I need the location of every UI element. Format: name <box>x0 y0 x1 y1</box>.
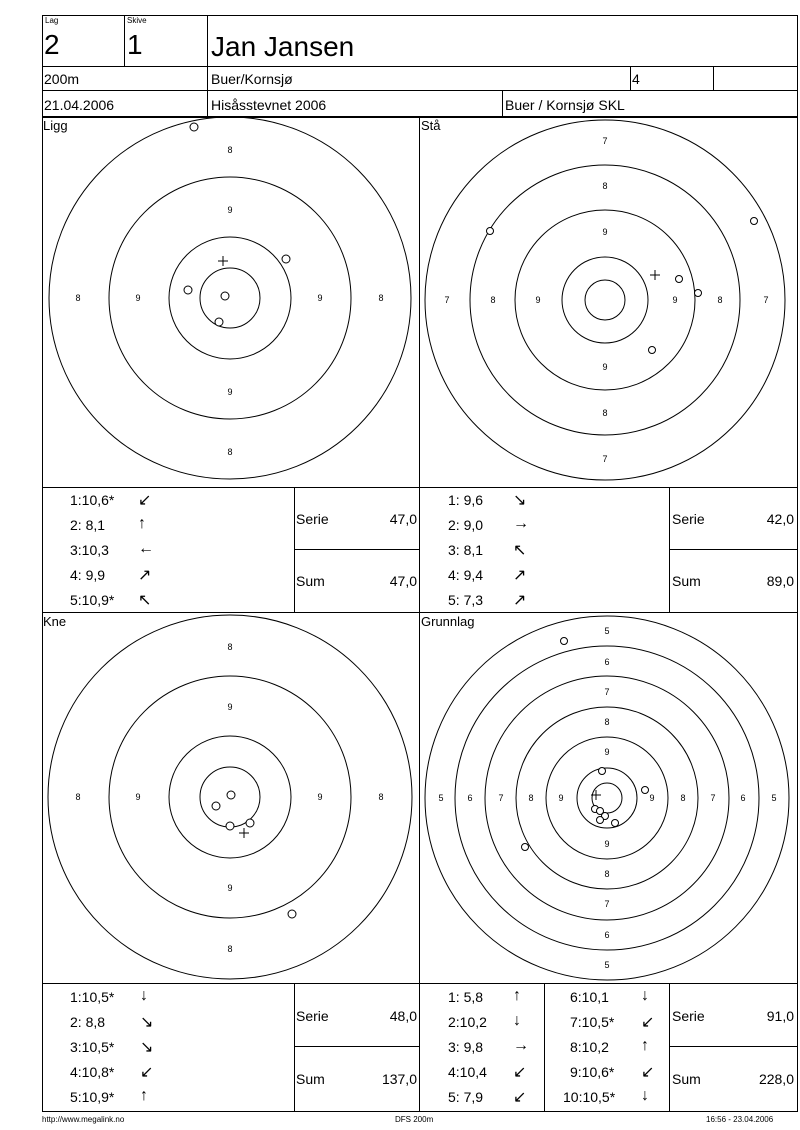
header-divider <box>207 15 208 117</box>
target-sta <box>419 117 798 487</box>
ring-label: 8 <box>604 717 610 727</box>
shot-direction-icon: ↖ <box>138 592 152 609</box>
ring-label: 9 <box>602 227 608 237</box>
footer-program: DFS 200m <box>395 1115 434 1124</box>
shot-score: 10:10,5* <box>563 1089 616 1105</box>
ring-label: 6 <box>604 930 610 940</box>
target-kne <box>42 613 419 983</box>
ring-label: 9 <box>227 702 233 712</box>
ring-label: 5 <box>438 793 444 803</box>
ring-label: 8 <box>680 793 686 803</box>
ring-label: 8 <box>378 792 384 802</box>
ring-label: 8 <box>490 295 496 305</box>
shot-score: 2: 9,0 <box>448 517 484 533</box>
lag-value: 2 <box>44 29 60 60</box>
shot-score: 1:10,5* <box>70 989 115 1005</box>
ring-label: 9 <box>135 293 141 303</box>
mean-point-icon <box>239 828 249 838</box>
ring-label: 7 <box>604 687 610 697</box>
ring-label: 8 <box>227 642 233 652</box>
shot-direction-icon: ↙ <box>513 1089 527 1106</box>
ring-label: 6 <box>467 793 473 803</box>
ring-label: 8 <box>227 145 233 155</box>
ring-label: 6 <box>604 657 610 667</box>
ring-label: 9 <box>558 793 564 803</box>
ring-label: 8 <box>602 408 608 418</box>
shot-hole <box>676 276 683 283</box>
ring-label: 9 <box>672 295 678 305</box>
ring <box>562 257 648 343</box>
shot-direction-icon: ↘ <box>140 1039 154 1056</box>
ring-label: 8 <box>602 181 608 191</box>
ring-label: 9 <box>317 293 323 303</box>
ring-label: 8 <box>717 295 723 305</box>
shot-score: 5: 7,3 <box>448 592 484 608</box>
header-divider <box>502 90 503 117</box>
header-divider <box>630 66 631 90</box>
shot-direction-icon: ↙ <box>641 1064 655 1081</box>
panel-divider <box>42 487 798 488</box>
sum-label: Sum <box>296 1071 325 1087</box>
ring-label: 7 <box>444 295 450 305</box>
shot-score: 8:10,2 <box>570 1039 609 1055</box>
shot-hole <box>227 791 235 799</box>
target-grunnlag <box>419 613 798 983</box>
ring-label: 7 <box>498 793 504 803</box>
ring-label: 9 <box>604 839 610 849</box>
shot-score: 1: 5,8 <box>448 989 484 1005</box>
sum-label: Sum <box>672 573 701 589</box>
sum-label: Sum <box>296 573 325 589</box>
shot-direction-icon: → <box>513 515 529 532</box>
shot-direction-icon: ← <box>138 540 154 557</box>
shot-score: 5:10,9* <box>70 1089 115 1105</box>
shot-score: 2: 8,1 <box>70 517 106 533</box>
ring-label: 8 <box>378 293 384 303</box>
shot-direction-icon: ↓ <box>641 1087 649 1104</box>
shot-direction-icon: ↗ <box>513 567 527 584</box>
score-divider <box>544 983 545 1112</box>
shot-hole <box>215 318 223 326</box>
ring <box>516 707 698 889</box>
shot-direction-icon: → <box>513 1037 529 1054</box>
shot-score: 3: 9,8 <box>448 1039 484 1055</box>
ring-label: 9 <box>602 362 608 372</box>
shot-hole <box>642 787 649 794</box>
shot-direction-icon: ↑ <box>140 1087 148 1104</box>
serie-value: 48,0 <box>389 1008 417 1024</box>
ring <box>485 676 729 920</box>
shot-score: 4:10,8* <box>70 1064 115 1080</box>
target-title-ligg: Ligg <box>43 118 68 133</box>
ring-label: 8 <box>227 447 233 457</box>
ring-label: 9 <box>227 205 233 215</box>
shot-hole <box>599 768 606 775</box>
ring-label: 6 <box>740 793 746 803</box>
panel-divider <box>42 983 798 984</box>
ring-label: 9 <box>227 387 233 397</box>
serie-label: Serie <box>672 511 705 527</box>
ring-label: 9 <box>649 793 655 803</box>
shot-score: 5:10,9* <box>70 592 115 608</box>
shot-direction-icon: ↙ <box>641 1014 655 1031</box>
shot-score: 4: 9,4 <box>448 567 484 583</box>
target-title-kne: Kne <box>43 614 67 629</box>
ring <box>200 268 260 328</box>
ring-label: 8 <box>604 869 610 879</box>
shot-direction-icon: ↓ <box>641 987 649 1004</box>
shot-direction-icon: ↑ <box>138 515 146 532</box>
serie-label: Serie <box>296 511 329 527</box>
mean-point-icon <box>650 270 660 280</box>
footer-website-link[interactable]: http://www.megalink.no <box>42 1115 125 1124</box>
ring <box>585 280 625 320</box>
shot-direction-icon: ↙ <box>513 1064 527 1081</box>
ring-label: 5 <box>771 793 777 803</box>
ring-label: 7 <box>763 295 769 305</box>
skive-value: 1 <box>127 29 143 60</box>
target-title-sta: Stå <box>421 118 441 133</box>
shot-score: 1: 9,6 <box>448 492 484 508</box>
organizer: Buer / Kornsjø SKL <box>505 97 625 113</box>
score-divider <box>294 549 419 550</box>
shot-hole <box>522 844 529 851</box>
shot-hole <box>212 802 220 810</box>
shot-hole <box>487 228 494 235</box>
serie-label: Serie <box>296 1008 329 1024</box>
shot-score: 5: 7,9 <box>448 1089 484 1105</box>
ring-label: 9 <box>135 792 141 802</box>
ring-label: 8 <box>75 293 81 303</box>
score-divider <box>669 983 670 1112</box>
sum-label: Sum <box>672 1071 701 1087</box>
date: 21.04.2006 <box>44 97 115 113</box>
ring-label: 9 <box>535 295 541 305</box>
shooter-name: Jan Jansen <box>211 31 355 62</box>
serie-value: 47,0 <box>389 511 417 527</box>
shot-hole <box>751 218 758 225</box>
shot-hole <box>288 910 296 918</box>
header-divider <box>42 90 798 91</box>
mean-point-icon <box>218 256 228 266</box>
ring-label: 7 <box>710 793 716 803</box>
ring-label: 8 <box>75 792 81 802</box>
shot-direction-icon: ↓ <box>513 1012 521 1029</box>
lag-label: Lag <box>45 16 59 25</box>
shot-score: 1:10,6* <box>70 492 115 508</box>
shot-hole <box>246 819 254 827</box>
ring <box>425 120 785 480</box>
shot-score: 6:10,1 <box>570 989 609 1005</box>
ring-label: 7 <box>602 136 608 146</box>
shot-score: 2: 8,8 <box>70 1014 106 1030</box>
ring <box>470 165 740 435</box>
ring-label: 9 <box>227 883 233 893</box>
ring-label: 5 <box>604 960 610 970</box>
shot-direction-icon: ↙ <box>140 1064 154 1081</box>
shot-hole <box>561 638 568 645</box>
serie-value: 91,0 <box>766 1008 794 1024</box>
shot-hole <box>221 292 229 300</box>
ring-label: 5 <box>604 626 610 636</box>
shot-hole <box>184 286 192 294</box>
score-divider <box>294 983 295 1112</box>
shot-hole <box>226 822 234 830</box>
event-name: Hisåsstevnet 2006 <box>211 97 327 113</box>
shot-hole <box>190 123 198 131</box>
header-divider <box>42 66 798 67</box>
target-title-grunnlag: Grunnlag <box>421 614 475 629</box>
shot-score: 3:10,3 <box>70 542 109 558</box>
ring-label: 7 <box>604 899 610 909</box>
shot-score: 3:10,5* <box>70 1039 115 1055</box>
shot-hole <box>597 817 604 824</box>
shot-score: 4:10,4 <box>448 1064 487 1080</box>
shot-direction-icon: ↘ <box>513 492 527 509</box>
shot-hole <box>649 347 656 354</box>
score-divider <box>294 1046 419 1047</box>
skive-label: Skive <box>127 16 147 25</box>
shot-direction-icon: ↑ <box>641 1037 649 1054</box>
ring <box>169 237 291 359</box>
shot-score: 2:10,2 <box>448 1014 487 1030</box>
shot-direction-icon: ↓ <box>140 987 148 1004</box>
club-number: 4 <box>632 71 640 87</box>
sum-value: 47,0 <box>389 573 417 589</box>
serie-label: Serie <box>672 1008 705 1024</box>
shot-score: 9:10,6* <box>570 1064 615 1080</box>
shot-direction-icon: ↗ <box>138 567 152 584</box>
shot-direction-icon: ↑ <box>513 987 521 1004</box>
shot-hole <box>612 820 619 827</box>
sum-value: 228,0 <box>758 1071 794 1087</box>
ring-label: 8 <box>227 944 233 954</box>
ring <box>49 117 411 479</box>
club: Buer/Kornsjø <box>211 71 293 87</box>
header-divider <box>124 15 125 66</box>
shot-direction-icon: ↖ <box>513 542 527 559</box>
distance: 200m <box>44 71 80 87</box>
header-divider <box>713 66 714 90</box>
ring-label: 9 <box>317 792 323 802</box>
ring-label: 7 <box>602 454 608 464</box>
shot-hole <box>695 290 702 297</box>
shot-score: 4: 9,9 <box>70 567 106 583</box>
serie-value: 42,0 <box>766 511 794 527</box>
shot-score: 3: 8,1 <box>448 542 484 558</box>
ring-label: 9 <box>604 747 610 757</box>
shot-score: 7:10,5* <box>570 1014 615 1030</box>
shot-direction-icon: ↘ <box>140 1014 154 1031</box>
score-divider <box>669 549 798 550</box>
target-ligg <box>42 117 419 487</box>
shot-hole <box>282 255 290 263</box>
footer-timestamp: 16:56 - 23.04.2006 <box>706 1115 774 1124</box>
sum-value: 89,0 <box>766 573 794 589</box>
ring-label: 8 <box>528 793 534 803</box>
ring <box>425 616 789 980</box>
shot-direction-icon: ↗ <box>513 592 527 609</box>
shot-direction-icon: ↙ <box>138 492 152 509</box>
sum-value: 137,0 <box>381 1071 417 1087</box>
score-divider <box>669 1046 798 1047</box>
